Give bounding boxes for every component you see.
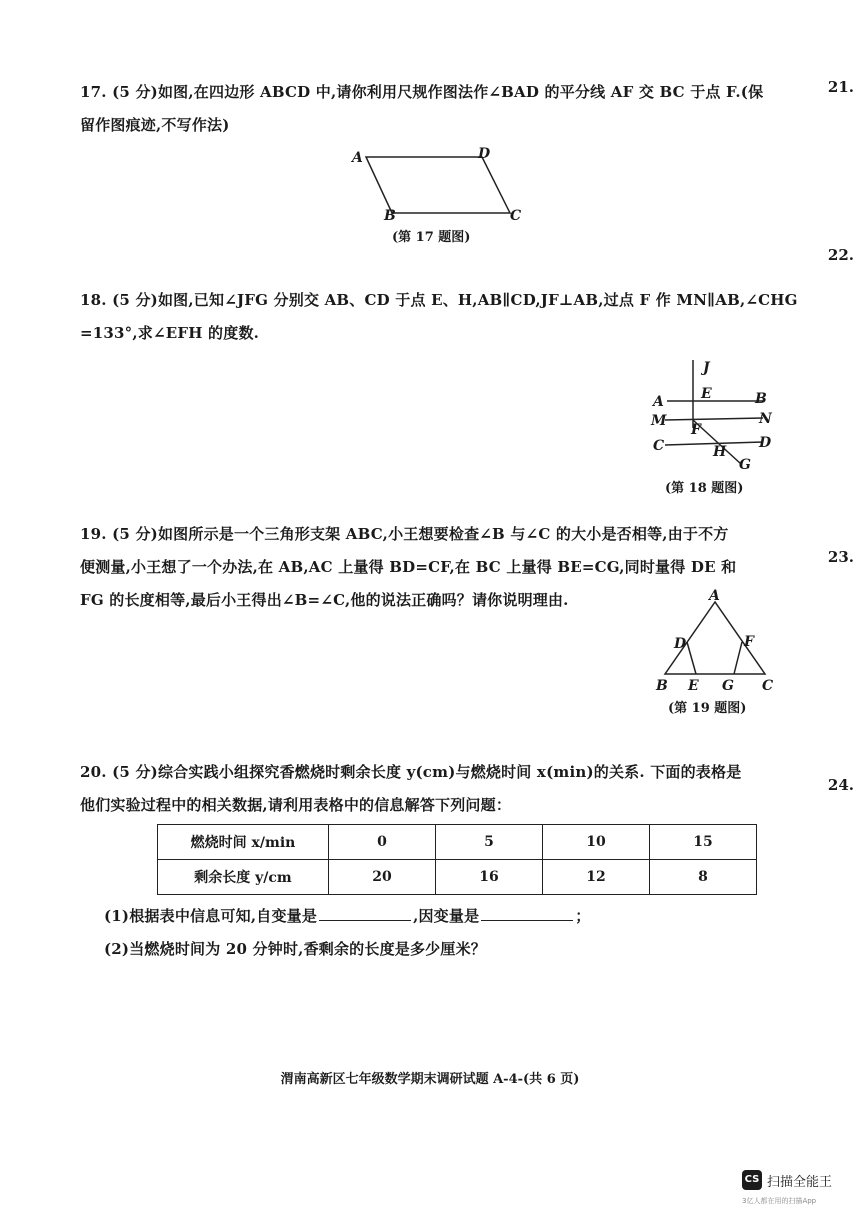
question-19-line-2: 便测量,小王想了一个办法,在 AB,AC 上量得 BD=CF,在 BC 上量得 BE=CG,同时量得 DE 和 [80, 558, 737, 576]
question-19-line-1: 19. (5 分)如图所示是一个三角形支架 ABC,小王想要检查∠B 与∠C 的大小是否相等,由于不方 [80, 525, 729, 543]
subquestion-1-text-b: ,因变量是 [413, 907, 480, 925]
figure-17-label-a: A [352, 150, 363, 166]
figure-18-label-g: G [739, 457, 751, 473]
figure-18-label-e: E [701, 386, 712, 402]
figure-18-label-h: H [713, 444, 727, 460]
table-cell: 5 [436, 825, 543, 860]
camscanner-name: 扫描全能王 [767, 1175, 833, 1190]
figure-18-parallel-lines [645, 356, 780, 476]
answer-blank-independent[interactable] [319, 902, 411, 921]
question-20 [80, 756, 780, 822]
figure-18-label-j: J [703, 360, 710, 376]
figure-18-label-c: C [653, 438, 665, 454]
edge-number-22: 22. [827, 246, 854, 264]
subquestion-1-text-a: (1)根据表中信息可知,自变量是 [104, 907, 318, 925]
figure-19-caption: (第 19 题图) [668, 701, 747, 716]
figure-18-label-m: M [651, 413, 667, 429]
table-row [158, 825, 757, 860]
camscanner-tagline: 3亿人都在用的扫描App [742, 1197, 817, 1205]
question-19-line-3: FG 的长度相等,最后小王得出∠B=∠C,他的说法正确吗？请你说明理由. [80, 591, 569, 609]
subquestion-1 [104, 900, 784, 933]
answer-blank-dependent[interactable] [481, 902, 573, 921]
subquestion-2: (2)当燃烧时间为 20 分钟时,香剩余的长度是多少厘米？ [104, 940, 486, 958]
figure-17-caption: (第 17 题图) [392, 230, 471, 245]
edge-number-24: 24. [827, 776, 854, 794]
figure-19-label-g: G [722, 678, 734, 694]
question-18-line-1: 18. (5 分)如图,已知∠JFG 分别交 AB、CD 于点 E、H,AB∥CD,JF⊥AB,过点 F 作 MN∥AB,∠CHG [80, 291, 798, 309]
table-cell: 0 [329, 825, 436, 860]
table-header-time: 燃烧时间 x/min [158, 825, 329, 860]
figure-19-triangle [650, 588, 780, 694]
question-17-line-2: 留作图痕迹,不写作法) [80, 116, 230, 134]
table-cell: 20 [329, 860, 436, 895]
figure-18-label-a: A [653, 394, 664, 410]
camscanner-logo-icon: CS [742, 1170, 762, 1190]
figure-17-label-c: C [510, 208, 522, 224]
figure-18-label-n: N [759, 411, 772, 427]
figure-19-label-c: C [762, 678, 774, 694]
question-18-line-2: =133°,求∠EFH 的度数. [80, 324, 260, 342]
page-footer: 渭南高新区七年级数学期末调研试题 A-4-(共 6 页) [280, 1072, 580, 1087]
table-header-length: 剩余长度 y/cm [158, 860, 329, 895]
figure-18-label-d: D [759, 435, 772, 451]
figure-19-label-d: D [674, 636, 687, 652]
figure-19-label-b: B [656, 678, 668, 694]
figure-17-label-b: B [384, 208, 396, 224]
edge-number-21: 21. [827, 78, 854, 96]
question-17-line-1: 17. (5 分)如图,在四边形 ABCD 中,请你利用尺规作图法作∠BAD 的平分线 AF 交 BC 于点 F.(保 [80, 83, 764, 101]
figure-18-label-f: F [691, 422, 701, 438]
question-17 [80, 76, 780, 142]
burning-data-table [157, 824, 757, 895]
table-cell: 16 [436, 860, 543, 895]
table-cell: 15 [650, 825, 757, 860]
table-cell: 8 [650, 860, 757, 895]
figure-19-label-f: F [744, 634, 754, 650]
question-20-line-1: 20. (5 分)综合实践小组探究香燃烧时剩余长度 y(cm)与燃烧时间 x(min)的关系. 下面的表格是 [80, 763, 742, 781]
table-row [158, 860, 757, 895]
figure-18-label-b: B [755, 391, 767, 407]
table-cell: 10 [543, 825, 650, 860]
question-20-subquestions [104, 900, 784, 966]
subquestion-1-text-c: ； [575, 907, 591, 925]
table-cell: 12 [543, 860, 650, 895]
figure-19-label-a: A [709, 588, 720, 604]
question-18 [80, 284, 798, 350]
figure-17-parallelogram [340, 140, 540, 230]
edge-number-23: 23. [827, 548, 854, 566]
figure-17-label-d: D [478, 146, 491, 162]
figure-19-label-e: E [688, 678, 699, 694]
question-20-line-2: 他们实验过程中的相关数据,请利用表格中的信息解答下列问题： [80, 796, 512, 814]
figure-18-caption: (第 18 题图) [665, 481, 744, 496]
